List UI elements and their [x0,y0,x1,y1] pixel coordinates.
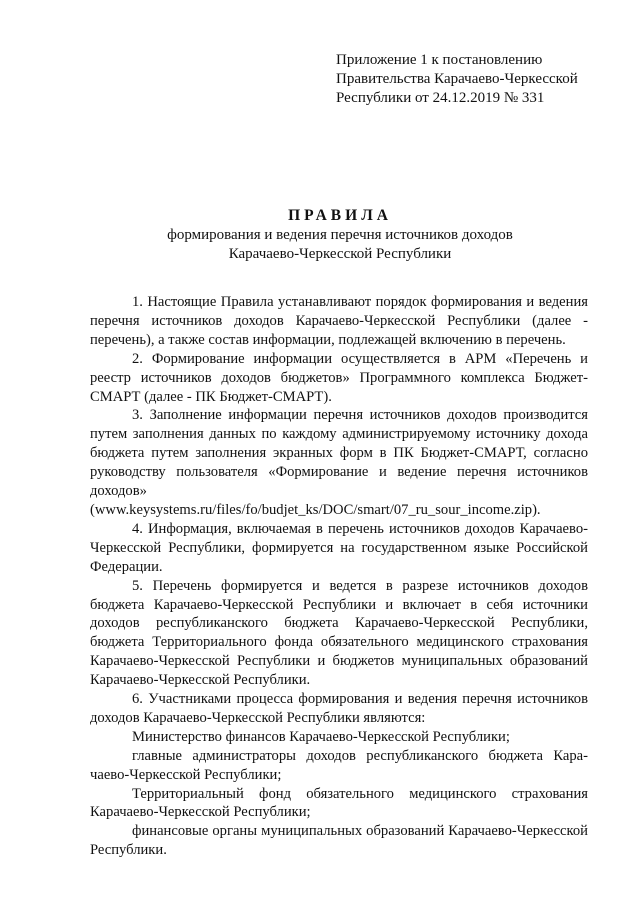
paragraph-5: 5. Перечень формируется и ведется в разрезе источников доходов бюджета Карачаево-Черкесской Республики и включает в себя источники доходов республиканского бюджета Карачаево-Черкесской Республики, бюджета Территориального фонда обязательного медицинского страхования Карачаево-Черкесской Республики и бюджетов муниципальных образований Карачаево-Черкесской Республики. [90,577,588,689]
participant-item-2: главные администраторы доходов республиканского бюджета Карачаево-Черкесской Республики; [90,747,588,783]
paragraph-4: 4. Информация, включаемая в перечень источников доходов Карачаево-Черкесской Республики, формируется на государственном языке Российской Федерации. [90,520,588,575]
paragraph-3: 3. Заполнение информации перечня источников доходов производится путем заполнения данных по каждому администрируемому источнику дохода бюджета путем заполнения экранных форм в ПК Бюджет-СМАРТ, согласно руководству пользователя «Формирование и ведение перечня источников доходов» (www.keysystems.ru/files/fo/budjet_ks/DOC/smart/07_ru_sour_income.zip). [90,407,588,518]
appendix-line-3: Республики от 24.12.2019 № 331 [336,90,545,106]
title-subtitle-line-1: формирования и ведения перечня источников доходов [167,227,513,243]
document-body [90,293,588,860]
appendix-header [336,51,616,108]
appendix-line-2: Правительства Карачаево-Черкесской [336,71,578,87]
paragraph-1: 1. Настоящие Правила устанавливают порядок формирования и ведения перечня источников доходов Карачаево-Черкесской Республики (далее - перечень), а также состав информации, подлежащей включению в перечень. [90,294,588,348]
document-title [90,206,590,264]
appendix-line-1: Приложение 1 к постановлению [336,52,543,68]
participant-item-4: финансовые органы муниципальных образований Карачаево-Черкесской Республики. [90,823,588,859]
title-main: ПРАВИЛА [288,207,392,224]
title-subtitle-line-2: Карачаево-Черкесской Республики [228,246,452,262]
participant-item-1: Министерство финансов Карачаево-Черкесской Республики; [132,728,510,745]
paragraph-6: 6. Участниками процесса формирования и ведения перечня источников доходов Карачаево-Черкесской Республики являются: [90,691,588,726]
participant-item-3: Территориальный фонд обязательного медицинского страхования Карачаево-Черкесской Республики; [90,785,588,821]
paragraph-2: 2. Формирование информации осуществляется в АРМ «Перечень и реестр источников доходов бюджетов» Программного комплекса Бюджет-СМАРТ (далее - ПК Бюджет-СМАРТ). [90,350,588,405]
